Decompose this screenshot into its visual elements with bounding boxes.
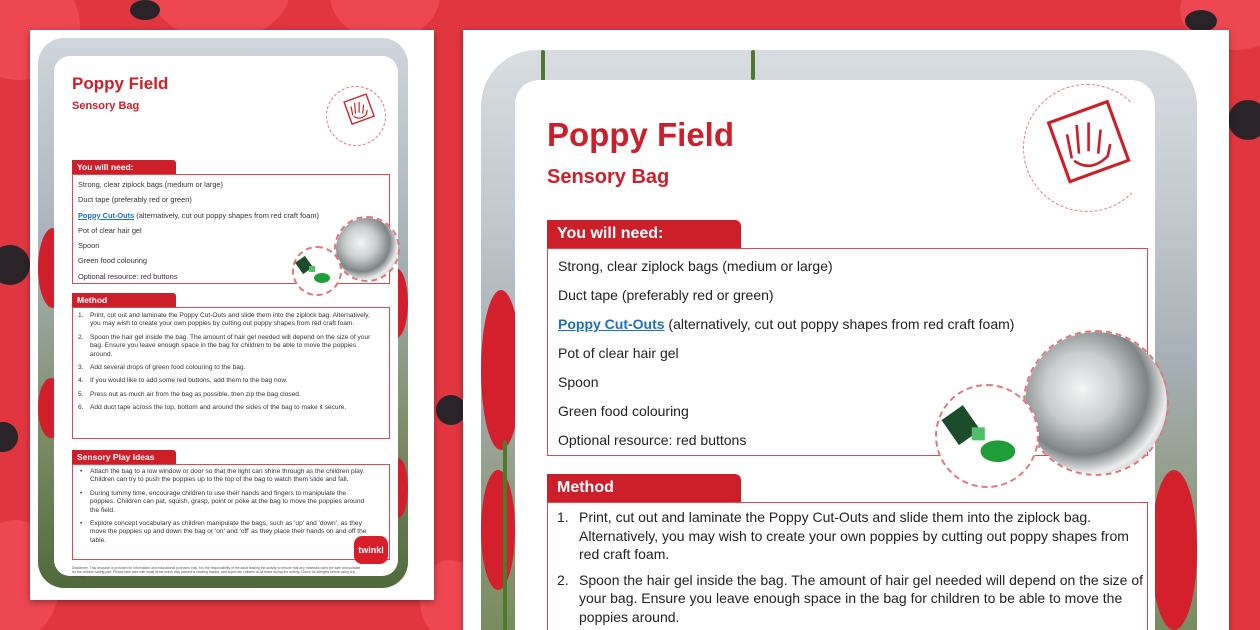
page-subtitle: Sensory Bag [72, 100, 140, 112]
method-step: 1. Print, cut out and laminate the Poppy Cut-Outs and slide them into the ziplock bag. Alternatively, you may wish to create your own poppies by cutting out poppy shapes from red craft foam. [557, 509, 1129, 562]
method-step-text: Add duct tape across the top, bottom and around the sides of the bag to make it secure. [90, 404, 347, 412]
method-heading: Method [72, 293, 176, 307]
sensory-play-ideas-list [78, 468, 370, 550]
background-poppy-center [0, 245, 30, 285]
food-colouring-image [292, 246, 342, 296]
large-page [463, 30, 1229, 630]
background-poppy-center [1228, 100, 1260, 140]
hand-bag-icon [1043, 96, 1139, 192]
document-card [515, 80, 1155, 630]
list-item [558, 310, 1014, 339]
list-item: Optional resource: red buttons [558, 432, 747, 448]
food-colouring-bottle-icon [937, 386, 1037, 486]
hair-gel-image [334, 216, 400, 282]
idea-item: • Attach the bag to a low window or door so that the light can shine through as the children play. Children can try to push the poppies up to the top of the bag to watch them slide and fall. [80, 468, 365, 484]
method-step-text: If you would like to add some red buttons, add them to the bag now. [90, 377, 288, 385]
list-item: Duct tape (preferably red or green) [78, 195, 192, 205]
thumbnail-page [30, 30, 434, 600]
hair-gel-image [1023, 330, 1169, 476]
idea-item: • Explore concept vocabulary as children manipulate the bags, such as 'up' and 'down', as they move the poppies up and down the bag or 'on' and 'off' as they place their hands on and off the table. [80, 520, 367, 544]
list-item: Spoon [558, 374, 599, 390]
method-step: 4. If you would like to add some red buttons, add them to the bag now. [78, 377, 288, 385]
food-colouring-image [935, 384, 1039, 488]
method-steps [557, 508, 1147, 630]
list-item [78, 208, 319, 223]
list-item-text: (alternatively, cut out poppy shapes from red craft foam) [134, 210, 319, 220]
list-item: Pot of clear hair gel [558, 345, 679, 361]
method-step: 3. Add several drops of green food colouring to the bag. [78, 364, 246, 372]
method-step: 6. Add duct tape across the top, bottom and around the sides of the bag to make it secure. [78, 404, 347, 412]
poppy-cut-outs-link[interactable]: Poppy Cut-Outs [78, 210, 135, 220]
list-item-text: (alternatively, cut out poppy shapes from red craft foam) [664, 316, 1015, 332]
list-item: Green food colouring [78, 256, 148, 266]
list-item: Green food colouring [558, 403, 689, 419]
page-subtitle: Sensory Bag [547, 166, 670, 188]
method-step-text: Press out as much air from the bag as possible, then zip the bag closed. [90, 390, 301, 398]
list-item: Spoon [78, 241, 100, 251]
hand-bag-icon [342, 92, 378, 128]
method-step: 2. Spoon the hair gel inside the bag. The amount of hair gel needed will depend on the size of your bag. Ensure you leave enough space in the bag for children to be able to move the poppies around. [78, 333, 371, 358]
you-will-need-heading: You will need: [72, 160, 176, 174]
you-will-need-heading: You will need: [547, 220, 741, 248]
disclaimer-text: Disclaimer: This resource is provided for information and educational purposes only. It is the responsibility of the adult leading the activity to ensure that any materials used are safe and suitable for the children taking part. Please take care with small items which may present a choking hazard, and supervise children at all times during the activity. Check for allergies before using any materials. [72, 566, 361, 579]
method-step-text: Print, cut out and laminate the Poppy Cut-Outs and slide them into the ziplock bag. Alternatively, you may wish to create your own poppies by cutting out poppy shapes from red craft foam. [90, 312, 370, 328]
thumbnail-card [54, 56, 398, 579]
page-title: Poppy Field [72, 74, 169, 93]
background-poppy-center [0, 422, 18, 452]
sensory-play-ideas-heading: Sensory Play Ideas [72, 450, 176, 464]
idea-item: • During tummy time, encourage children to use their hands and fingers to manipulate the poppies. Children can pat, squish, grasp, point or poke at the bag to move the poppies around the field. [80, 489, 365, 514]
list-item: Duct tape (preferably red or green) [558, 287, 774, 303]
method-step-text: Spoon the hair gel inside the bag. The amount of hair gel needed will depend on the size of your bag. Ensure you leave enough space in the bag for children to be able to move the poppies around. [579, 571, 1144, 625]
list-item: Pot of clear hair gel [78, 225, 142, 235]
method-steps [78, 312, 372, 418]
you-will-need-list [78, 177, 319, 284]
idea-text: During tummy time, encourage children to use their hands and fingers to manipulate the poppies. Children can pat, squish, grasp, point or poke at the bag to move the poppies around the field. [90, 489, 365, 514]
background-poppy-center [130, 0, 160, 20]
method-step: 2. Spoon the hair gel inside the bag. The amount of hair gel needed will depend on the size of your bag. Ensure you leave enough space in the bag for children to be able to move the poppies around. [557, 571, 1144, 625]
background-poppy-center [1185, 10, 1217, 32]
idea-text: Attach the bag to a low window or door so that the light can shine through as the children play. Children can try to push the poppies up to the top of the bag to watch them slide and fall. [90, 468, 365, 484]
food-colouring-bottle-icon [294, 248, 340, 294]
twinkl-logo: twinkl [354, 536, 388, 564]
method-step-text: Print, cut out and laminate the Poppy Cut-Outs and slide them into the ziplock bag. Alternatively, you may wish to create your own poppies by cutting out poppy shapes from red craft foam. [579, 509, 1129, 562]
idea-text: Explore concept vocabulary as children manipulate the bags, such as 'up' and 'down', as they move the poppies up and down the bag or 'on' and 'off' as they place their hands on and off the table. [90, 520, 367, 544]
page-title: Poppy Field [547, 116, 735, 153]
method-heading: Method [547, 474, 741, 502]
method-step-text: Spoon the hair gel inside the bag. The amount of hair gel needed will depend on the size of your bag. Ensure you leave enough space in the bag for children to be able to move the poppies around. [90, 333, 371, 358]
list-item: Strong, clear ziplock bags (medium or large) [558, 258, 833, 274]
method-step-text: Add several drops of green food colouring to the bag. [90, 364, 246, 372]
background-poppy-center [436, 395, 466, 425]
list-item: Strong, clear ziplock bags (medium or large) [78, 180, 223, 189]
list-item: Optional resource: red buttons [78, 271, 178, 281]
method-step: 5. Press out as much air from the bag as possible, then zip the bag closed. [78, 390, 301, 398]
method-step: 1. Print, cut out and laminate the Poppy Cut-Outs and slide them into the ziplock bag. Alternatively, you may wish to create your own poppies by cutting out poppy shapes from red craft foam. [78, 312, 370, 328]
poppy-cut-outs-link[interactable]: Poppy Cut-Outs [558, 316, 665, 332]
